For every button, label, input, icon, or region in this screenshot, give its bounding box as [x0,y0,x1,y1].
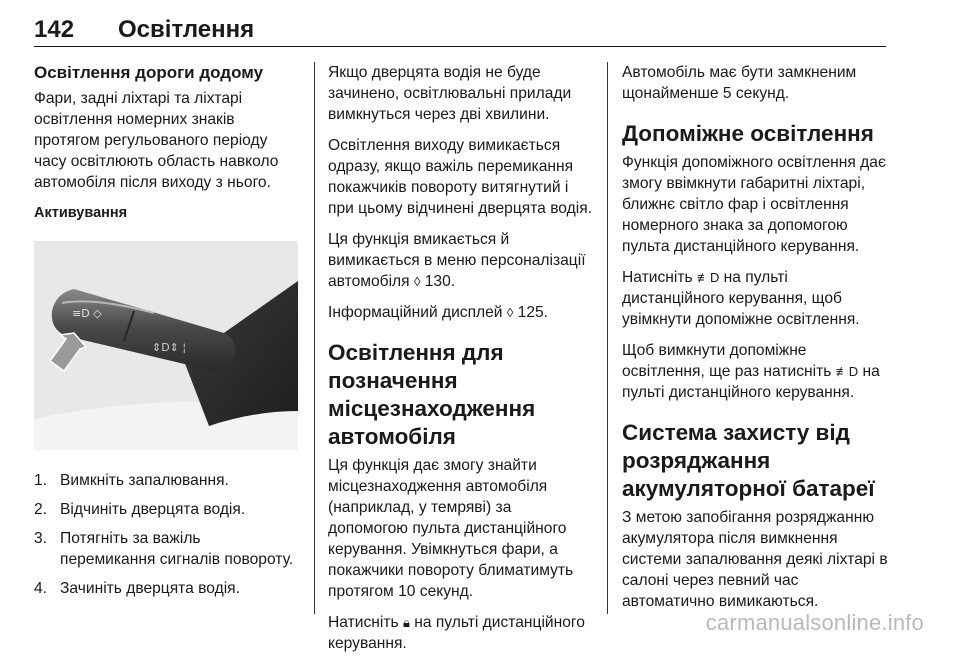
section-heading-exit-lighting: Освітлення дороги додому [34,63,264,82]
exterior-light-icon: ≢D [696,270,720,285]
exit-lighting-intro: Фари, задні ліхтарі та ліхтарі освітлення номерних знаків протягом регульованого періоду часу освітлюють область навколо автомобіля після виходу з нього. [34,90,279,191]
paragraph: Освітлення виходу вимикається одразу, якщо важіль перемикання покажчиків повороту витягнутий і при цьому відчинені дверцята водія. [328,137,592,217]
column-1 [34,62,300,607]
section-heading-auxiliary-lighting: Допоміжне освітлення [622,121,874,146]
paragraph: Ця функція вмикається й вимикається в меню персоналізації автомобіля ◊ 130. [328,231,586,290]
turn-signal-lever-image [34,241,298,450]
paragraph: Автомобіль має бути замкненим щонайменше 5 секунд. [622,64,857,102]
remote-lock-icon: 🔒︎ [402,615,410,630]
list-item: 3. Потягніть за важіль перемикання сигналів повороту. [34,530,294,568]
column-3 [622,62,892,622]
activation-heading: Активування [34,205,128,221]
svg-text:≡D ◇: ≡D ◇ [72,307,102,320]
reference-arrow-icon: ◊ [506,305,514,320]
paragraph: Якщо дверцята водія не буде зачинено, освітлювальні прилади вимкнуться через дві хвилини. [328,64,572,123]
section-heading-locator-lighting: Освітлення для позначення місцезнаходження автомобіля [328,340,536,449]
exterior-light-icon: ≢D [835,364,859,379]
column-2 [328,62,594,664]
list-item: 4. Зачиніть дверцята водія. [34,580,240,597]
page-reference-link[interactable]: 125. [517,304,549,321]
list-item: 2. Відчиніть дверцята водія. [34,501,246,518]
reference-arrow-icon: ◊ [413,274,421,289]
paragraph: З метою запобігання розряджанню акумулятора після вимкнення системи запалювання деякі ліхтарі в салоні через певний час автоматично вимикаються. [622,509,888,610]
paragraph: Ця функція дає змогу знайти місцезнаходження автомобіля (наприклад, у темряві) за допомогою пульта дистанційного керування. Увімкнуться фари, а покажчики повороту блиматимуть протягом 10 секунд. [328,457,574,600]
chapter-title: Освітлення [118,16,255,43]
turn-signal-lever-illustration [34,241,298,450]
page-number: 142 [34,16,75,43]
page-header [34,12,886,47]
activation-steps [34,470,300,599]
section-heading-battery-protection: Система захисту від розряджання акумуляторної батареї [622,420,875,501]
page-reference-link[interactable]: 130. [424,273,456,290]
paragraph: Інформаційний дисплей ◊ 125. [328,304,549,321]
paragraph: Натисніть 🔒︎ на пульті дистанційного керування. [328,614,585,652]
list-item: 1. Вимкніть запалювання. [34,472,229,489]
svg-text:⇕D⇕ ¦: ⇕D⇕ ¦ [152,341,187,354]
column-divider [314,62,315,614]
column-divider [607,62,608,614]
paragraph: Щоб вимкнути допоміжне освітлення, ще раз натисніть ≢D на пульті дистанційного керування. [622,342,880,401]
paragraph: Функція допоміжного освітлення дає змогу ввімкнути габаритні ліхтарі, ближнє світло фар і освітлення номерного знака за допомогою пульта дистанційного керування. [622,154,886,255]
watermark: carmanualsonline.info [705,610,924,635]
paragraph: Натисніть ≢D на пульті дистанційного керування, щоб увімкнути допоміжне освітлення. [622,269,860,328]
